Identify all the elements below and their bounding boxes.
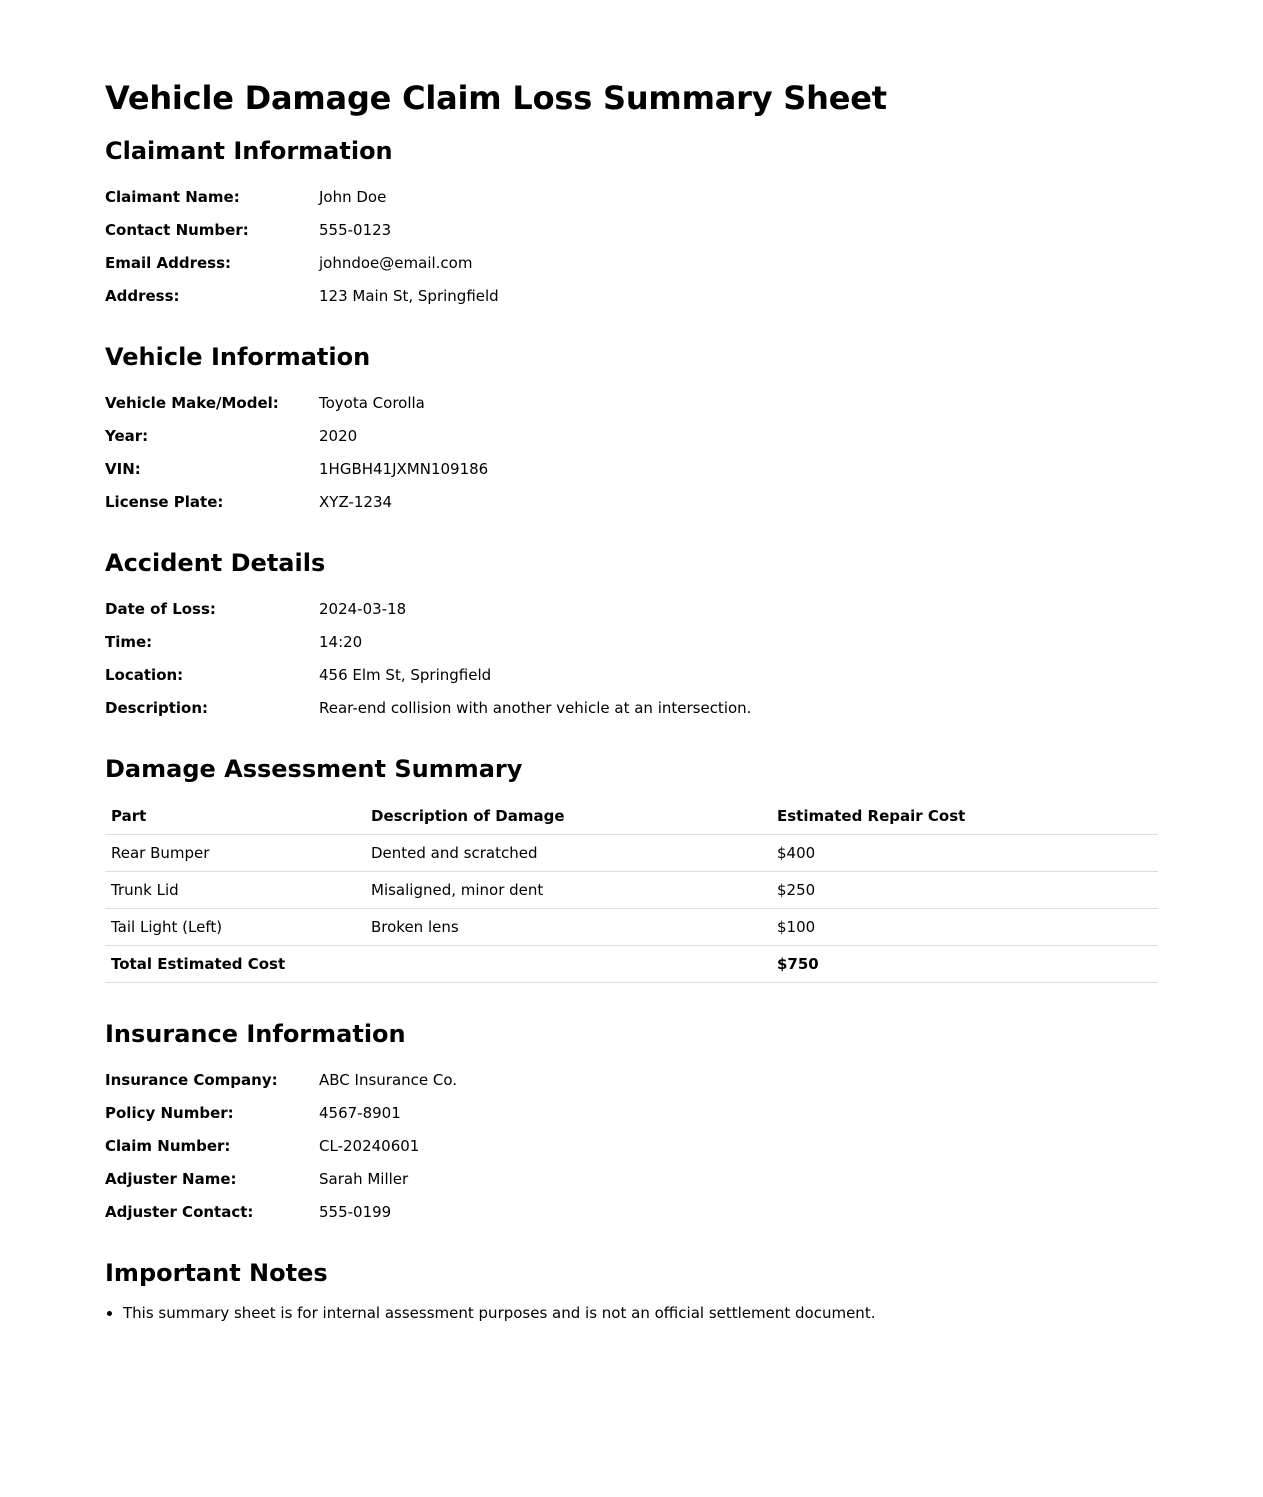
claim-number-value: CL-20240601 — [319, 1136, 420, 1155]
table-row — [105, 835, 1158, 872]
location-value: 456 Elm St, Springfield — [319, 665, 492, 684]
vehicle-section — [105, 342, 1158, 518]
time-value: 14:20 — [319, 632, 363, 651]
field-label: VIN: — [105, 459, 141, 478]
field-label: Date of Loss: — [105, 599, 216, 618]
adjuster-contact-row — [105, 1195, 1158, 1228]
email-value: johndoe@email.com — [319, 253, 473, 272]
table-row — [105, 909, 1158, 946]
field-label: Location: — [105, 665, 184, 684]
insurance-company-row — [105, 1063, 1158, 1096]
cost-cell: $400 — [771, 835, 1158, 872]
field-label: Description: — [105, 698, 209, 717]
claimant-name-value: John Doe — [319, 187, 387, 206]
note-item: • This summary sheet is for internal assessment purposes and is not an official settlement document. — [123, 1302, 1158, 1324]
vin-row — [105, 452, 1158, 485]
total-row — [105, 946, 1158, 983]
address-value: 123 Main St, Springfield — [319, 286, 499, 305]
year-row — [105, 419, 1158, 452]
field-label: Contact Number: — [105, 220, 249, 239]
damage-section — [105, 754, 1158, 983]
description-value: Rear-end collision with another vehicle at an intersection. — [319, 698, 752, 717]
damage-heading: Damage Assessment Summary — [105, 755, 523, 783]
insurance-company-value: ABC Insurance Co. — [319, 1070, 458, 1089]
field-label: Time: — [105, 632, 153, 651]
notes-list — [105, 1302, 1158, 1324]
column-header-cost: Estimated Repair Cost — [771, 798, 1158, 835]
claimant-section — [105, 136, 1158, 312]
vehicle-heading: Vehicle Information — [105, 343, 371, 371]
claimant-heading: Claimant Information — [105, 137, 393, 165]
accident-heading: Accident Details — [105, 549, 326, 577]
field-label: License Plate: — [105, 492, 224, 511]
license-plate-row — [105, 485, 1158, 518]
make-model-row — [105, 386, 1158, 419]
field-label: Year: — [105, 426, 149, 445]
field-label: Adjuster Name: — [105, 1169, 237, 1188]
adjuster-name-row — [105, 1162, 1158, 1195]
make-model-value: Toyota Corolla — [319, 393, 425, 412]
description-row — [105, 691, 1158, 724]
page-title: Vehicle Damage Claim Loss Summary Sheet — [105, 79, 887, 117]
field-label: Adjuster Contact: — [105, 1202, 254, 1221]
damage-description-cell: Dented and scratched — [365, 835, 771, 872]
empty-cell — [365, 946, 771, 983]
field-label: Policy Number: — [105, 1103, 234, 1122]
year-value: 2020 — [319, 426, 358, 445]
table-row — [105, 872, 1158, 909]
field-label: Address: — [105, 286, 180, 305]
field-label: Email Address: — [105, 253, 232, 272]
claimant-name-row — [105, 180, 1158, 213]
email-row — [105, 246, 1158, 279]
total-value: $750 — [771, 946, 1158, 983]
part-cell: Tail Light (Left) — [105, 909, 365, 946]
vin-value: 1HGBH41JXMN109186 — [319, 459, 489, 478]
contact-number-value: 555-0123 — [319, 220, 392, 239]
damage-description-cell: Misaligned, minor dent — [365, 872, 771, 909]
damage-table — [105, 798, 1158, 983]
contact-number-row — [105, 213, 1158, 246]
part-cell: Rear Bumper — [105, 835, 365, 872]
policy-number-row — [105, 1096, 1158, 1129]
notes-heading: Important Notes — [105, 1259, 328, 1287]
adjuster-contact-value: 555-0199 — [319, 1202, 392, 1221]
total-label: Total Estimated Cost — [105, 946, 365, 983]
claim-number-row — [105, 1129, 1158, 1162]
field-label: Claimant Name: — [105, 187, 240, 206]
damage-description-cell: Broken lens — [365, 909, 771, 946]
part-cell: Trunk Lid — [105, 872, 365, 909]
column-header-description: Description of Damage — [365, 798, 771, 835]
time-row — [105, 625, 1158, 658]
field-label: Claim Number: — [105, 1136, 231, 1155]
cost-cell: $100 — [771, 909, 1158, 946]
insurance-heading: Insurance Information — [105, 1020, 406, 1048]
column-header-part: Part — [105, 798, 365, 835]
insurance-section — [105, 1019, 1158, 1228]
address-row — [105, 279, 1158, 312]
license-plate-value: XYZ-1234 — [319, 492, 393, 511]
field-label: Insurance Company: — [105, 1070, 278, 1089]
policy-number-value: 4567-8901 — [319, 1103, 401, 1122]
adjuster-name-value: Sarah Miller — [319, 1169, 409, 1188]
notes-section — [105, 1258, 1158, 1324]
accident-section — [105, 548, 1158, 724]
table-header-row — [105, 798, 1158, 835]
date-of-loss-row — [105, 592, 1158, 625]
cost-cell: $250 — [771, 872, 1158, 909]
date-of-loss-value: 2024-03-18 — [319, 599, 407, 618]
field-label: Vehicle Make/Model: — [105, 393, 279, 412]
location-row — [105, 658, 1158, 691]
